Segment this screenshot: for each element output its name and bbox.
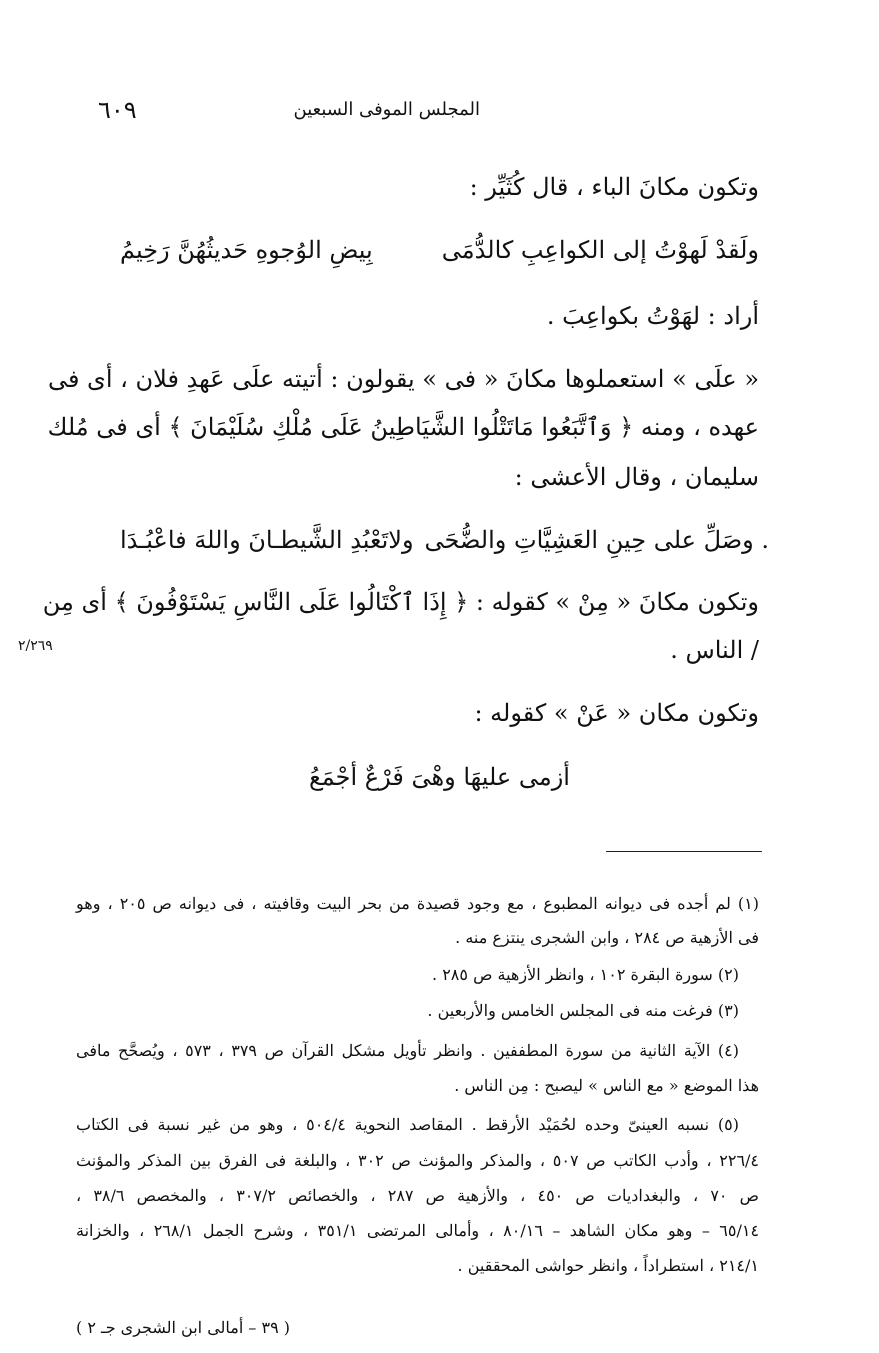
body-line-3: أراد : لهَوْتُ بكواعِبَ .: [546, 302, 759, 330]
page-number: ٦٠٩: [98, 96, 137, 124]
footnote-1-line-1: (١) لم أجده فى ديوانه المطبوع ، مع وجود قصيدة من بحر البيت وقافيته ، فى ديوانه ص ٢٠٥ ، وهو: [76, 894, 760, 913]
margin-note: ٢/٢٦٩: [18, 638, 53, 654]
footnote-1-line-2: فى الأزهية ص ٢٨٤ ، وابن الشجرى ينتزع منه .: [455, 928, 759, 947]
body-line-4: « علَى » استعملوها مكانَ « فى » يقولون : أتيته علَى عَهدِ فلان ، أى فى: [47, 365, 759, 393]
footnote-2: (٢) سورة البقرة ١٠٢ ، وانظر الأزهية ص ٢٨٥ .: [432, 965, 739, 984]
footnote-5-line-1: (٥) نسبه العينىّ وحده لحُمَيْد الأرقط . المقاصد النحوية ٥٠٤/٤ ، وهو من غير نسبة فى الكتاب: [76, 1115, 739, 1134]
body-line-9: / الناس .: [670, 636, 759, 664]
verse-3: أزمى عليهَا وهْىَ فَرْعٌ أجْمَعُ: [309, 763, 570, 791]
footnote-5-line-2: ٢٢٦/٤ ، وأدب الكاتب ص ٥٠٧ ، والمذكر والمؤنث ص ٣٠٢ ، والبلغة فى الفرق بين المذكر والمؤنث: [76, 1151, 760, 1170]
verse-1-first-hemistich: ولَقدْ لَهوْتُ إلى الكواعِبِ كالدُّمَى: [441, 236, 759, 264]
footnote-4-line-2: هذا الموضع « مع الناس » ليصبح : مِن الناس .: [454, 1076, 759, 1095]
footnote-4-line-1: (٤) الآية الثانية من سورة المطففين . وانظر تأويل مشكل القرآن ص ٣٧٩ ، ٥٧٣ ، ويُصحَّح مافى: [76, 1041, 740, 1060]
verse-1-second-hemistich: بِيضِ الوُجوهِ حَديثُهُنَّ رَخِيمُ: [120, 236, 373, 264]
verse-2-second-hemistich: ولاتَعْبُدِ الشَّيطـانَ واللهَ فاعْبُـدَا: [120, 526, 414, 554]
body-line-6: سليمان ، وقال الأعشى :: [514, 463, 759, 491]
body-line-8: وتكون مكانَ « مِنْ » كقوله : ﴿ إِذَا ٱكْتَالُوا عَلَى النَّاسِ يَسْتَوْفُونَ ﴾ أى مِن: [42, 588, 759, 616]
footnote-5-line-3: ص ٧٠ ، والبغداديات ص ٤٥٠ ، والأزهية ص ٢٨٧ ، والخصائص ٣٠٧/٢ ، والمخصص ٣٨/٦ ،: [76, 1186, 759, 1205]
footnote-3: (٣) فرغت منه فى المجلس الخامس والأربعين .: [427, 1001, 739, 1020]
footnote-divider: [606, 851, 762, 852]
body-line-1: وتكون مكانَ الباء ، قال كُثَيِّر :: [469, 173, 759, 201]
running-title: المجلس الموفى السبعين: [293, 99, 480, 120]
footnote-5-line-5: ٢١٤/١ ، استطراداً ، وانظر حواشى المحققين .: [457, 1256, 759, 1275]
body-line-10: وتكون مكان « عَنْ » كقوله :: [474, 699, 759, 727]
body-line-5: عهده ، ومنه ﴿ وَٱتَّبَعُوا مَاتَتْلُوا الشَّيَاطِينُ عَلَى مُلْكِ سُلَيْمَانَ ﴾ أى فى مُلك: [47, 413, 759, 441]
verse-2-first-hemistich: . وصَلِّ على حِينِ العَشِيَّاتِ والضُّحَى: [424, 526, 769, 554]
signature-mark: ( ٣٩ – أمالى ابن الشجرى جـ ٢ ): [76, 1318, 290, 1337]
footnote-5-line-4: ٦٥/١٤ – وهو مكان الشاهد – ٨٠/١٦ ، وأمالى المرتضى ٣٥١/١ ، وشرح الجمل ٢٦٨/١ ، والخزانة: [76, 1221, 760, 1240]
